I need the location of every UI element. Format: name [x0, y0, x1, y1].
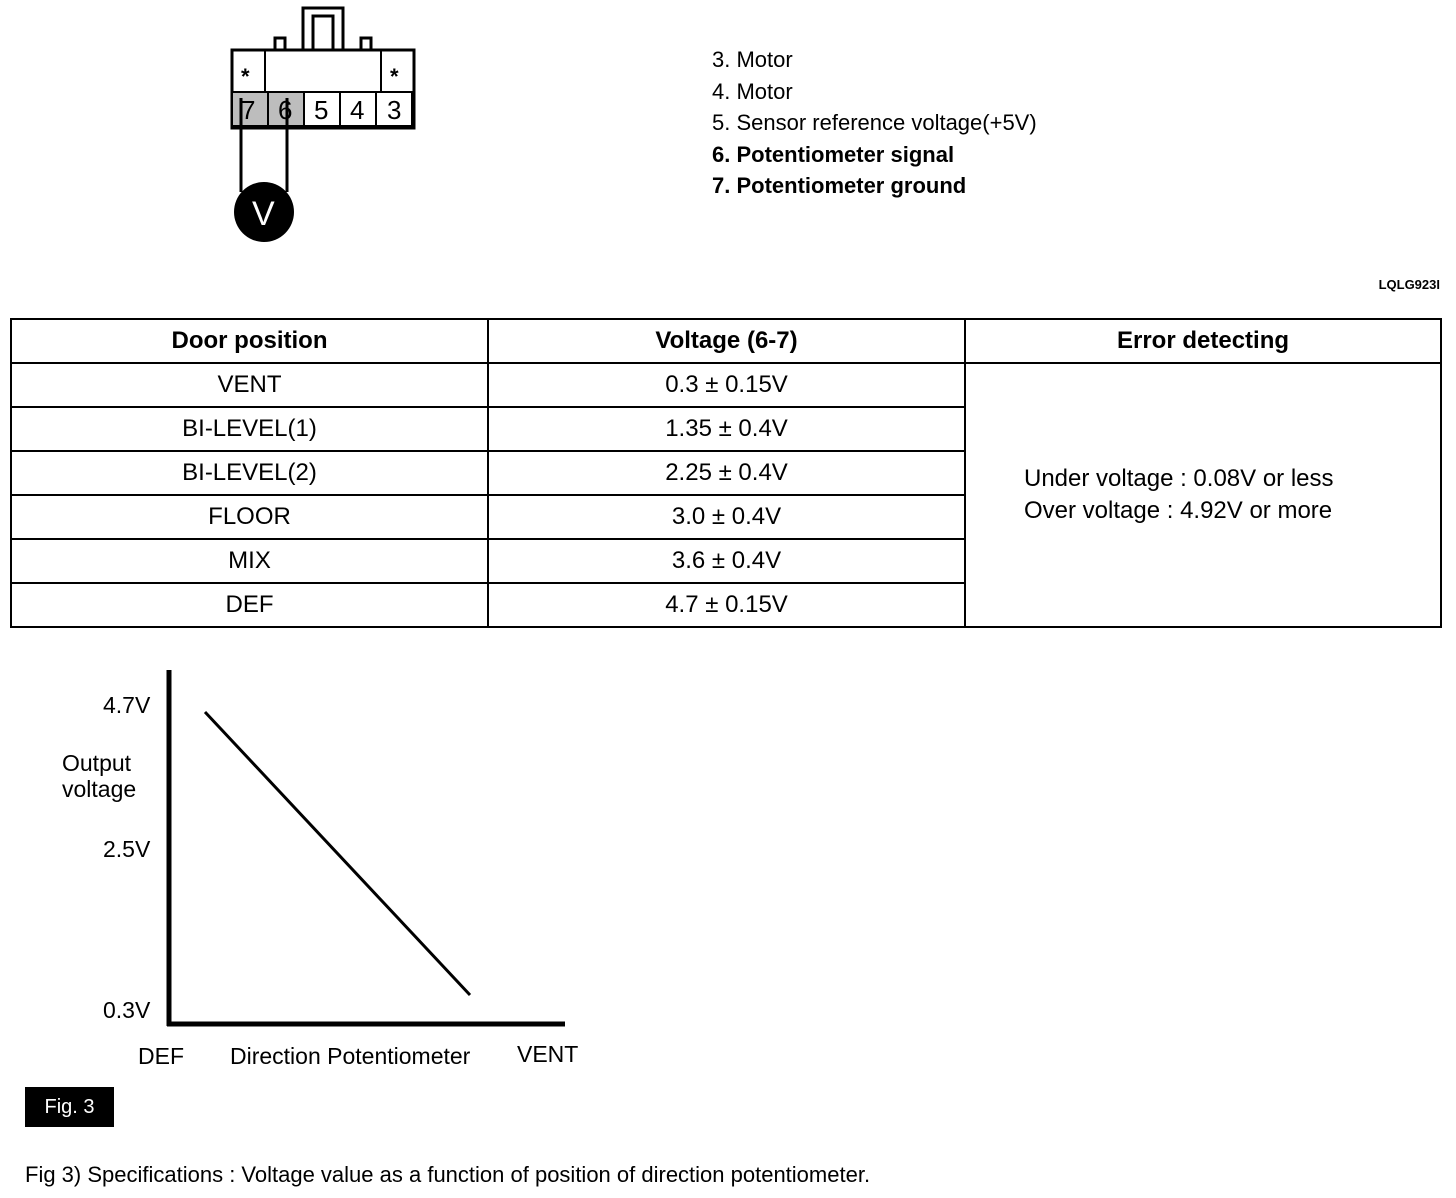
door-position-cell: MIX	[11, 539, 488, 583]
error-detecting-cell	[965, 363, 1441, 627]
figure-caption: Fig 3) Specifications : Voltage value as a function of position of direction potentiometer.	[25, 1162, 871, 1187]
spec-table	[10, 318, 1442, 628]
figure-label: Fig. 3	[25, 1087, 114, 1127]
header-door-position: Door position	[11, 319, 488, 363]
ytick-label-high: 4.7V	[103, 692, 151, 718]
table-row	[11, 363, 1441, 407]
pin-number: 4	[350, 95, 365, 125]
ytick-label-mid: 2.5V	[103, 836, 151, 862]
ytick-label-low: 0.3V	[103, 997, 151, 1023]
voltage-cell: 0.3 ± 0.15V	[488, 363, 965, 407]
pin-legend-item: 7. Potentiometer ground	[712, 173, 967, 198]
pin-legend-item: 6. Potentiometer signal	[712, 141, 955, 167]
xtick-label-def: DEF	[138, 1043, 184, 1069]
header-error-detecting: Error detecting	[965, 319, 1441, 363]
pin-number: 5	[314, 95, 329, 125]
pin-number: 6	[278, 95, 293, 125]
series-line	[205, 712, 470, 995]
header-voltage: Voltage (6-7)	[488, 319, 965, 363]
pin-legend-item: 5. Sensor reference voltage(+5V)	[712, 110, 1037, 135]
door-position-cell: VENT	[11, 363, 488, 407]
voltage-cell: 3.0 ± 0.4V	[488, 495, 965, 539]
table-header-row	[11, 319, 1441, 363]
voltage-cell: 1.35 ± 0.4V	[488, 407, 965, 451]
under-voltage-text: Under voltage : 0.08V or less	[1024, 465, 1334, 492]
voltage-cell: 2.25 ± 0.4V	[488, 451, 965, 495]
connector-latch	[275, 8, 371, 50]
voltage-cell: 3.6 ± 0.4V	[488, 539, 965, 583]
pin-legend-item: 4. Motor	[712, 78, 793, 104]
door-position-cell: BI-LEVEL(1)	[11, 407, 488, 451]
voltage-chart	[0, 660, 620, 1080]
voltage-cell: 4.7 ± 0.15V	[488, 583, 965, 627]
ylabel-line1: Output	[62, 750, 132, 776]
door-position-cell: FLOOR	[11, 495, 488, 539]
figure-code: LQLG923I	[1378, 277, 1440, 292]
door-position-cell: BI-LEVEL(2)	[11, 451, 488, 495]
door-position-cell: DEF	[11, 583, 488, 627]
voltmeter-label: V	[252, 195, 275, 233]
connector-diagram	[215, 0, 435, 250]
ylabel-line2: voltage	[62, 776, 137, 802]
pin-number: 3	[387, 95, 402, 125]
pin-star-left: *	[241, 64, 250, 89]
over-voltage-text: Over voltage : 4.92V or more	[1024, 497, 1333, 524]
pin-star-right: *	[390, 64, 399, 89]
xlabel: Direction Potentiometer	[230, 1043, 471, 1069]
pin-legend	[712, 44, 1037, 202]
xtick-label-vent: VENT	[517, 1041, 579, 1067]
pin-legend-item: 3. Motor	[712, 47, 793, 72]
pin-number: 7	[241, 95, 256, 125]
